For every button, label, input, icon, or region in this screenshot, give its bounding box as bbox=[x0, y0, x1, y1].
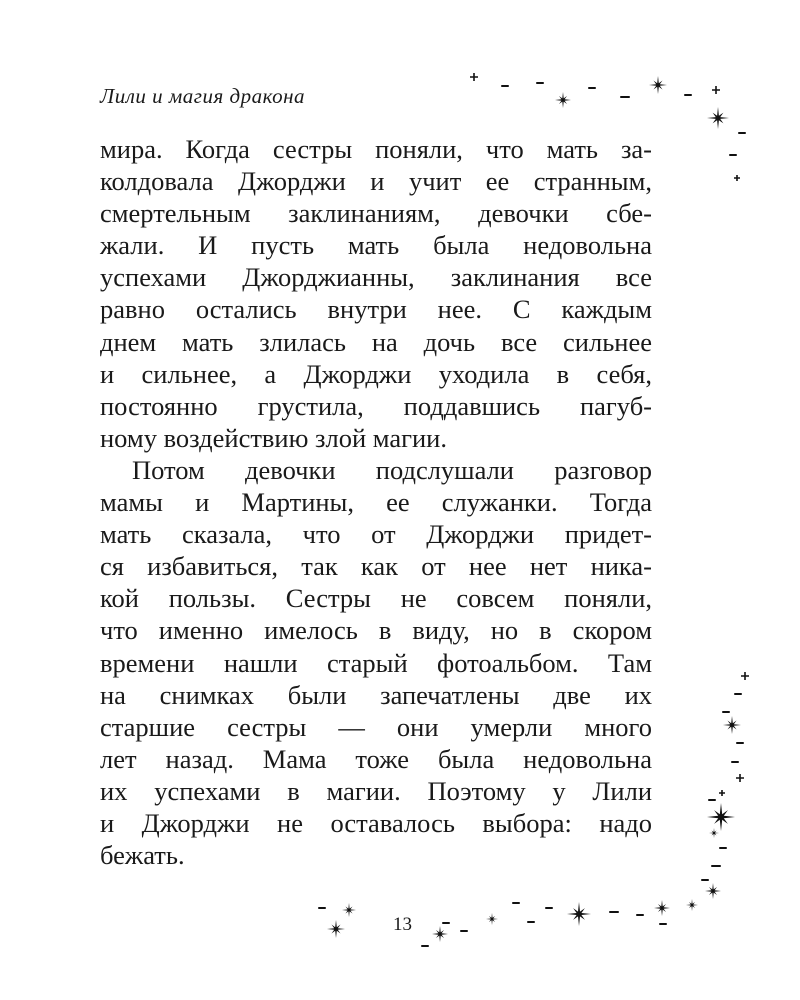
text-line: их успехами в магии. Поэтому у Лили bbox=[100, 775, 652, 806]
text-line: жали. И пусть мать была недовольна bbox=[100, 230, 652, 261]
star-icon bbox=[567, 902, 591, 926]
text-line: смертельным заклинаниям, девочки сбе- bbox=[100, 198, 652, 229]
text-line: постоянно грустила, поддавшись пагуб- bbox=[100, 390, 652, 421]
text-line: мамы и Мартины, ее служанки. Тогда bbox=[100, 487, 652, 518]
star-icon bbox=[734, 175, 740, 181]
star-icon bbox=[470, 73, 478, 81]
text-line: ся избавиться, так как от нее нет ника- bbox=[100, 551, 652, 582]
text-line: кой пользы. Сестры не совсем поняли, bbox=[100, 583, 652, 614]
star-icon bbox=[736, 774, 744, 782]
text-line: успехами Джорджианны, заклинания все bbox=[100, 262, 652, 293]
text-line: бежать. bbox=[100, 840, 185, 871]
star-icon bbox=[709, 828, 719, 838]
star-icon bbox=[707, 803, 735, 831]
page-number: 13 bbox=[393, 914, 412, 935]
star-icon bbox=[741, 672, 749, 680]
star-icon bbox=[686, 899, 698, 911]
star-icon bbox=[327, 920, 345, 938]
star-icon bbox=[723, 716, 741, 734]
text-line: лет назад. Мама тоже была недовольна bbox=[100, 743, 652, 774]
star-icon bbox=[705, 883, 721, 899]
text-line: и сильнее, а Джорджи уходила в себя, bbox=[100, 358, 652, 389]
text-line: равно остались внутри нее. С каждым bbox=[100, 294, 652, 325]
body-text bbox=[100, 133, 652, 871]
star-icon bbox=[486, 913, 498, 925]
star-icon bbox=[555, 92, 571, 108]
running-head-title: Лили и магия дракона bbox=[100, 84, 306, 108]
text-line: времени нашли старый фотоальбом. Там bbox=[100, 647, 652, 678]
text-line: Потом девочки подслушали разговор bbox=[132, 454, 652, 485]
text-line: мать сказала, что от Джорджи придет- bbox=[100, 519, 652, 550]
star-icon bbox=[712, 86, 720, 94]
star-icon bbox=[432, 926, 448, 942]
star-icon bbox=[654, 900, 670, 916]
star-icon bbox=[707, 107, 729, 129]
star-icon bbox=[342, 903, 356, 917]
star-icon bbox=[719, 790, 725, 796]
star-icon bbox=[649, 76, 667, 94]
text-line: днем мать злилась на дочь все сильнее bbox=[100, 326, 652, 357]
text-line: что именно имелось в виду, но в скором bbox=[100, 615, 652, 646]
text-line: колдовала Джорджи и учит ее странным, bbox=[100, 166, 652, 197]
text-line: мира. Когда сестры поняли, что мать за- bbox=[100, 134, 652, 164]
text-line: ному воздействию злой магии. bbox=[100, 422, 447, 453]
text-line: и Джорджи не оставалось выбора: надо bbox=[100, 807, 652, 838]
text-line: на снимках были запечатлены две их bbox=[100, 679, 652, 710]
text-line: старшие сестры — они умерли много bbox=[100, 711, 652, 742]
